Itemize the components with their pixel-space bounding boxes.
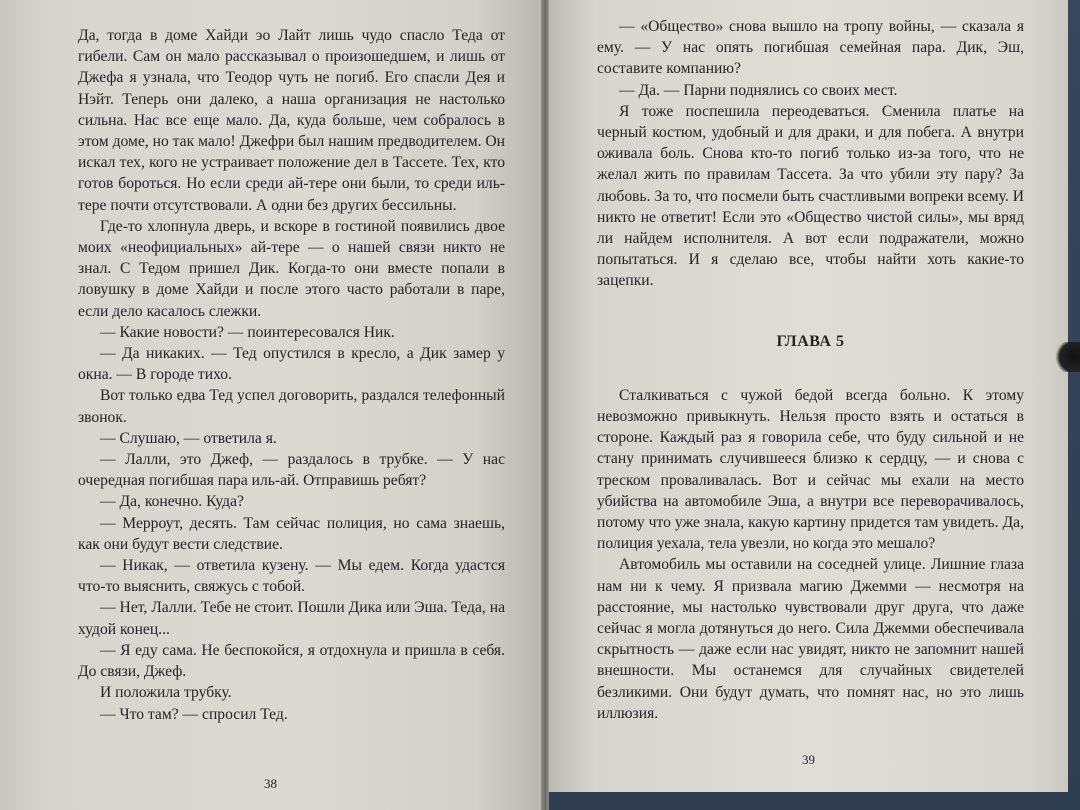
left-paragraph-8: — Да, конечно. Куда? bbox=[100, 493, 244, 511]
left-page-text bbox=[78, 25, 505, 785]
right-page bbox=[548, 0, 1068, 792]
left-page-number: 38 bbox=[264, 775, 277, 791]
left-paragraph-10: — Никак, — ответила кузену. — Мы едем. Когда удастся что-то выяснить, свяжусь с тобой. bbox=[78, 557, 505, 596]
left-paragraph-5: Вот только едва Тед успел договорить, раздался телефонный звонок. bbox=[78, 387, 505, 426]
left-paragraph-3: — Какие новости? — поинтересовался Ник. bbox=[100, 323, 395, 341]
right-paragraph-5: Автомобиль мы оставили на соседней улице. Лишние глаза нам ни к чему. Я призвала магию Джемми — несмотря на расстояние, мы настолько чувствовали друг друга, что даже сейчас я могла дотянуться до него. Сила Джемми обеспечивала скрытность — даже если нас увидят, никто не запомнит нашей внешности. Мы останемся для случайных свидетелей безликими. Они будут думать, что помнят нас, но это лишь иллюзия. bbox=[597, 556, 1024, 722]
left-paragraph-9: — Мерроут, десять. Там сейчас полиция, но сама знаешь, как они будут вести следствие. bbox=[78, 514, 505, 553]
left-paragraph-13: И положила трубку. bbox=[100, 684, 232, 702]
left-paragraph-6: — Слушаю, — ответила я. bbox=[100, 429, 277, 447]
left-paragraph-2: Где-то хлопнула дверь, и вскоре в гостиной появились двое моих «неофициальных» ай-тере — о нашей связи никто не знал. С Тедом пришел Дик. Когда-то они вместе попали в ловушку в доме Хайди и после этого часто работали в паре, если дело касалось слежки. bbox=[78, 217, 505, 320]
left-paragraph-11: — Нет, Лалли. Тебе не стоит. Пошли Дика или Эша. Теда, на худой конец... bbox=[78, 599, 505, 638]
right-paragraph-1: — «Общество» снова вышло на тропу войны, — сказала я ему. — У нас опять погибшая семейная пара. Дик, Эш, составите компанию? bbox=[597, 18, 1024, 78]
left-paragraph-7: — Лалли, это Джеф, — раздалось в трубке. — У нас очередная погибшая пара иль-ай. Отправишь ребят? bbox=[78, 451, 505, 490]
right-paragraph-3: Я тоже поспешила переодеваться. Сменила платье на черный костюм, удобный и для драки, и для побега. А внутри оживала боль. Снова кто-то погиб только из-за того, что не желал жить по правилам Тассета. За что убили эту пару? За любовь. За то, что посмели быть счастливыми вопреки всему. И никто не ответит! Если это «Общество чистой силы», мы вряд ли найдем исполнителя. А вот если подражатели, можно попытаться. И я сделаю все, чтобы найти хоть какие-то зацепки. bbox=[597, 102, 1024, 290]
chapter-title: ГЛАВА 5 bbox=[776, 332, 845, 350]
right-page-number: 39 bbox=[802, 751, 815, 767]
right-paragraph-2: — Да. — Парни поднялись со своих мест. bbox=[619, 81, 898, 99]
left-paragraph-4: — Да никаких. — Тед опустился в кресло, а Дик замер у окна. — В городе тихо. bbox=[78, 345, 505, 384]
right-page-text bbox=[597, 16, 1024, 756]
left-paragraph-14: — Что там? — спросил Тед. bbox=[100, 705, 288, 723]
left-paragraph-12: — Я еду сама. Не беспокойся, я отдохнула и пришла в себя. До связи, Джеф. bbox=[78, 641, 505, 681]
left-paragraph-1: Да, тогда в доме Хайди эо Лайт лишь чудо спасло Теда от гибели. Сам он мало рассказывал о произошедшем, и лишь от Джефа я узнала, что Теодор чуть не погиб. Его спасли Дея и Нэйт. Теперь они далеко, а наша организация не настолько сильна. Нас все еще мало. Да, куда больше, чем собралось в этом доме, но так мало! Джефри был нашим предводителем. Он искал тех, кого не устраивает положение дел в Тассете. Тех, кто готов бороться. Но если среди ай-тере они были, то среди иль-тере почти отсутствовали. А одни без других бессильны. bbox=[78, 27, 505, 214]
pen-tip-icon bbox=[1052, 342, 1080, 372]
right-paragraph-4: Сталкиваться с чужой бедой всегда больно. К этому невозможно привыкнуть. Нельзя просто взять и остаться в стороне. Каждый раз я говорила себе, что буду сильной и не стану принимать случившееся близко к сердцу, — и снова с треском проваливалась. Вот и сейчас мы ехали на место убийства на автомобиле Эша, а внутри все переворачивалось, потому что уже знала, какую картину придется там увидеть. Да, полиция уехала, тела увезли, но когда это мешало? bbox=[597, 386, 1024, 553]
